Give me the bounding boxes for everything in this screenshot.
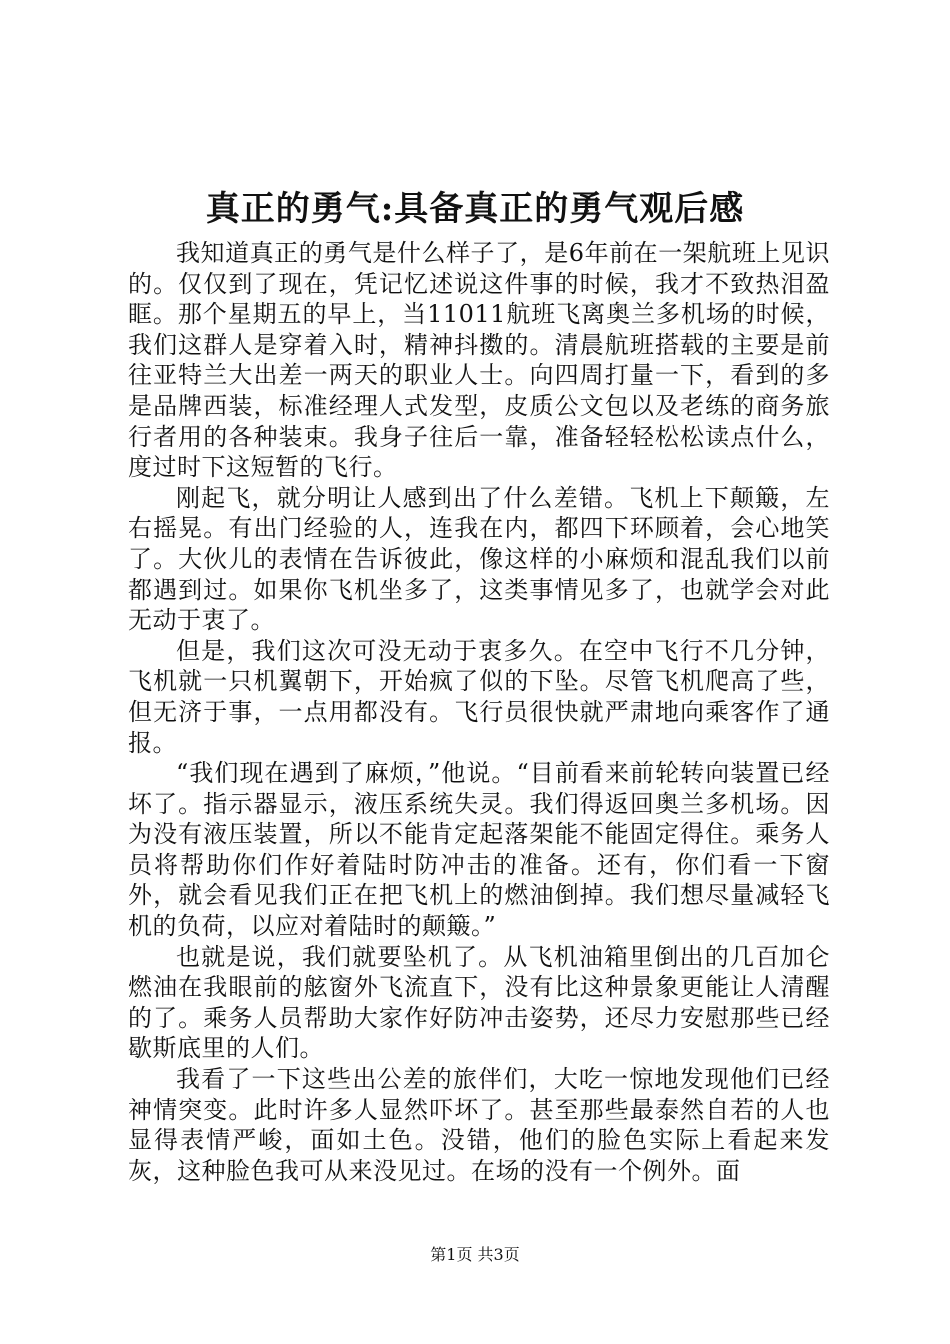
page-number-footer: 第1页 共3页 [430,1245,520,1264]
paragraph: “我们现在遇到了麻烦，”他说。“目前看来前轮转向装置已经坏了。指示器显示，液压系统失灵。我们得返回奥兰多机场。因为没有液压装置，所以不能肯定起落架能不能固定得住。乘务人员将帮助你们作好着陆时防冲击的准备。还有，你们看一下窗外，就会看见我们正在把飞机上的燃油倒掉。我们想尽量减轻飞机的负荷，以应对着陆时的颠簸。” [128,759,830,941]
paragraph: 也就是说，我们就要坠机了。从飞机油箱里倒出的几百加仑燃油在我眼前的舷窗外飞流直下，没有比这种景象更能让人清醒的了。乘务人员帮助大家作好防冲击姿势，还尽力安慰那些已经歇斯底里的人们。 [128,942,830,1063]
paragraph: 但是，我们这次可没无动于衷多久。在空中飞行不几分钟，飞机就一只机翼朝下，开始疯了似的下坠。尽管飞机爬高了些，但无济于事，一点用都没有。飞行员很快就严肃地向乘客作了通报。 [128,636,830,757]
paragraph: 我知道真正的勇气是什么样子了，是6年前在一架航班上见识的。仅仅到了现在，凭记忆述说这件事的时候，我才不致热泪盈眶。那个星期五的早上，当11011航班飞离奥兰多机场的时候，我们这群人是穿着入时，精神抖擞的。清晨航班搭载的主要是前往亚特兰大出差一两天的职业人士。向四周打量一下，看到的多是品牌西装，标准经理人式发型，皮质公文包以及老练的商务旅行者用的各种装束。我身子往后一靠，准备轻轻松松读点什么，度过时下这短暂的飞行。 [128,239,830,482]
paragraph: 刚起飞，就分明让人感到出了什么差错。飞机上下颠簸，左右摇晃。有出门经验的人，连我在内，都四下环顾着，会心地笑了。大伙儿的表情在告诉彼此，像这样的小麻烦和混乱我们以前都遇到过。如果你飞机坐多了，这类事情见多了，也就学会对此无动于衷了。 [128,483,830,635]
document-title: 真正的勇气:具备真正的勇气观后感 [205,189,745,229]
paragraph: 我看了一下这些出公差的旅伴们，大吃一惊地发现他们已经神情突变。此时许多人显然吓坏了。甚至那些最泰然自若的人也显得表情严峻，面如土色。没错，他们的脸色实际上看起来发灰，这种脸色我可从来没见过。在场的没有一个例外。面 [128,1065,830,1185]
document-body [128,238,830,1186]
